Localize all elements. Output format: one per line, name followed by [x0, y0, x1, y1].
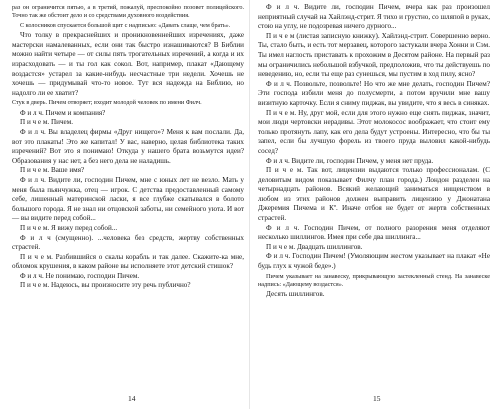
book-gutter [249, 0, 250, 409]
dialogue-line: Ф и л ч. Господин Пичем, от полного разорения меня отделяют несколько шиллингов. Имея при себе два шиллинга... [258, 223, 490, 242]
paragraph: Что толку в прекраснейших и проникновеннейших изречениях, даже мастерски намалеванных, если они так быстро изнашиваются? В Библии можно найти четыре — от силы пять трогательных изречений, а когда и их израсходовать — и ты гол как сокол. Вот, например, плакат «Дающему воздастся» устарел за какие-нибудь несчастные три недели. Хочешь не хочешь — придумывай что-то новое. Тут вся надежда на Библию, но надолго ли ее хватит? [12, 31, 244, 97]
page-number-left: 14 [128, 394, 136, 403]
right-page [252, 0, 500, 409]
stage-direction: Стук в дверь. Пичем отворяет; входит молодой человек по имени Филч. [12, 99, 202, 107]
dialogue-line: Ф и л ч. Видите ли, господин Пичем, мне с юных лет не везло. Мать у меня была пьянчужка, отец — игрок. С детства предоставленный самому себе, лишенный материнской ласки, я все глубже скатывался в болото большого города. Я не знал ни отцовской заботы, ни семейного уюта. И вот — вы видите перед собой... [12, 175, 244, 223]
dialogue-line: Ф и л ч. Пичем и компания? [20, 108, 106, 117]
dialogue-line: П и ч е м. Двадцать шиллингов. [266, 242, 363, 251]
dialogue-line: Ф и л ч. Вы владелец фирмы «Друг нищего»? Меня к вам послали. Да, вот это плакаты! Это же капитал! У вас, наверно, целая библиотека таких изречений? Вот это я понимаю! Откуда у нашего брата возьмутся идеи? Образования у нас нет, а без него дела не наладишь. [12, 127, 244, 165]
dialogue-line: Ф и л ч. Господин Пичем! (Умоляющим жестом указывает на плакат «Не будь глух к чужой беде».) [258, 252, 490, 271]
dialogue-line: Ф и л ч. Видите ли, господин Пичем, вчера как раз произошел неприятный случай на Хайлэнд-стрит. Я тихо и грустно, со шляпой в руках, стою на углу, не подозревая ничего дурного... [258, 3, 490, 31]
dialogue-line: Ф и л ч (смущенно). ...человека без средств, жертву собственных страстей. [12, 233, 244, 252]
stage-direction: С колосников спускается большой щит с надписью: «Давать слаще, чем брать». [20, 21, 231, 29]
dialogue-line: П и ч е м. Я вижу перед собой... [20, 223, 118, 232]
dialogue-line: П и ч е м. Ну, друг мой, если для этого нужно еще снять пиджак, значит, мои люди чертовски нерадивы. Этот молокосос воображает, что стоит ему только протянуть лапу, как его дела будут устроены. Интересно, что бы ты запел, если бы лучшую форель из твоего пруда выловил какой-нибудь сосед? [258, 108, 490, 155]
dialogue-line: Ф и л ч. Не понимаю, господин Пичем. [20, 271, 140, 280]
dialogue-line: П и ч е м. Разбившийся о скалы корабль и так далее. Скажите-ка мне, обломок крушения, в каком районе вы исполняете этот детский стишок? [12, 252, 244, 271]
dialogue-line: Ф и л ч. Позвольте, позвольте! Но что же мне делать, господин Пичем? Эти господа избили меня до полусмерти, а потом вручили мне вашу визитную карточку. Если я сниму пиджак, вы увидите, что я весь в синяках. [258, 79, 490, 107]
dialogue-line: П и ч е м. Ваше имя? [20, 166, 85, 175]
dialogue-line: Ф и л ч. Видите ли, господин Пичем, у меня нет пруда. [266, 156, 434, 165]
right-text [258, 3, 490, 300]
left-text [12, 4, 244, 291]
left-page [0, 0, 248, 409]
stage-direction: Пичем указывает на занавеску, прикрывающую застекленный стенд. На занавеске надпись: «Дающему воздастся». [258, 272, 490, 289]
dialogue-line: П и ч е м (листая записную книжку). Хайлэнд-стрит. Совершенно верно. Ты, стало быть, и есть тот мерзавец, которого застукали вчера Хонни и Сэм. Ты имел наглость приставать к прохожим в Десятом районе. На первый раз мы ограничились небольшой взбучкой, предположив, что ты действуешь по неведению, но, если ты еще раз сунешься, мы пустим в ход пилу, ясно? [258, 31, 490, 79]
page-number-right: 15 [373, 394, 381, 403]
dialogue-line: П и ч е м. Надеюсь, вы произносите эту речь публично? [20, 281, 191, 290]
dialogue-line: Десять шиллингов. [266, 290, 325, 299]
dialogue-line: П и ч е м. Пичем. [20, 118, 74, 127]
dialogue-line: П и ч е м. Так вот, лицензии выдаются только профессионалам. (С деловитым видом показывает Филчу план города.) Лондон разделен на четырнадцать районов. Всякий желающий заниматься нищенством в любом из этих районов должен выправить лицензию у Джонатана Джеремия Пичема и Кº. Иначе отбоя не будет от жертв собственных страстей. [258, 166, 490, 223]
paragraph: раз он ограничится пятью, а в третий, пожалуй, преспокойно позовет полицейского. Точно так же обстоит дело и со средствами духовного воздействия. [12, 4, 244, 20]
